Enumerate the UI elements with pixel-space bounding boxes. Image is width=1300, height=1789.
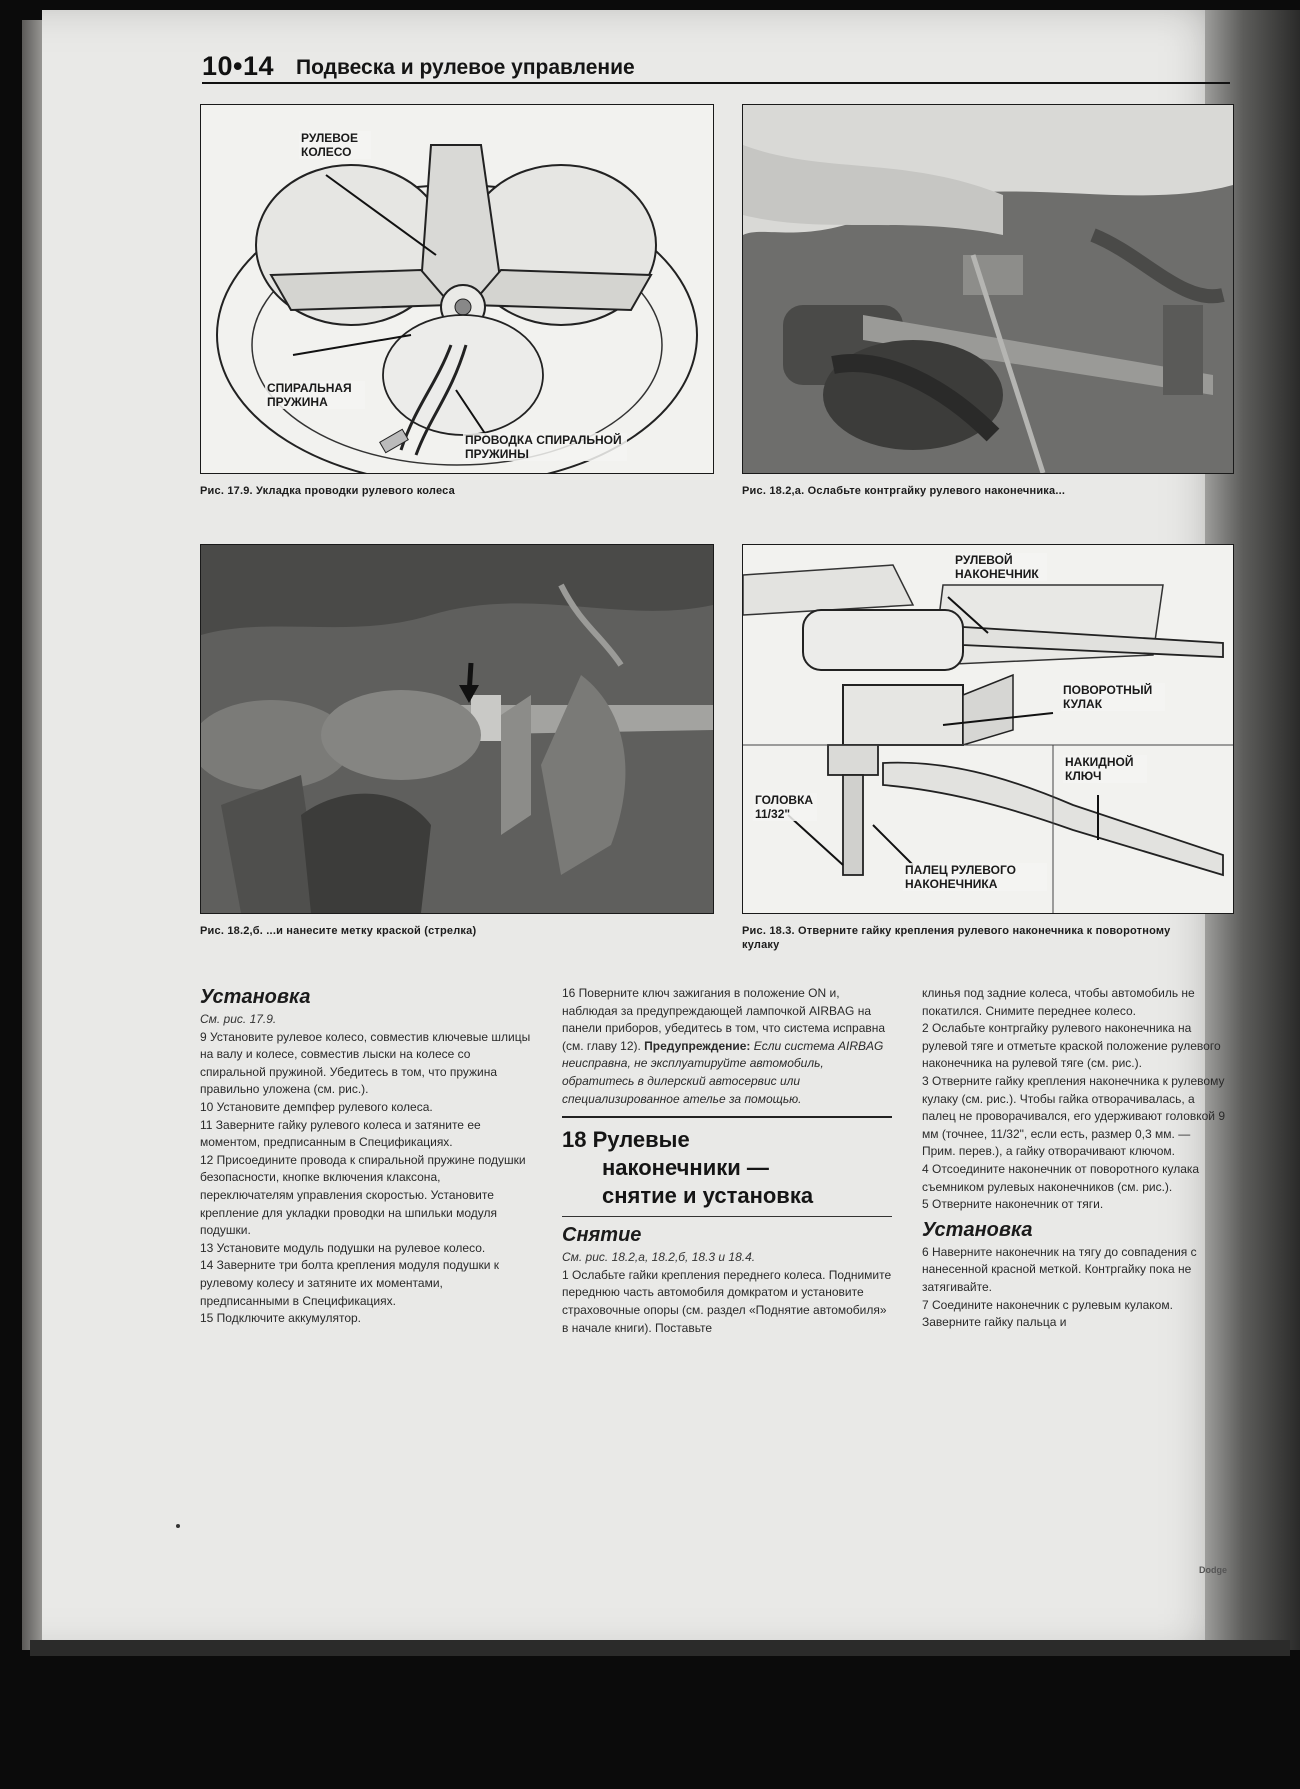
- caption-fig-18-3: Рис. 18.3. Отверните гайку крепления рулевого наконечника к поворотному кулаку: [742, 925, 1171, 951]
- step-15: 15 Подключите аккумулятор.: [200, 1311, 362, 1326]
- step-5: 5 Отверните наконечник от тяги.: [922, 1197, 1104, 1212]
- label-tie-rod-end: РУЛЕВОЙ НАКОНЕЧНИК: [953, 553, 1047, 581]
- warning-text: Если система AIRBAG неисправна, не эксплуатируйте автомобиль, обратитесь в дилерский автосервис или специализированное ателье за помощью.: [562, 1038, 884, 1106]
- label-socket: ГОЛОВКА 11/32": [753, 793, 817, 821]
- step-6: 6 Наверните наконечник на тягу до совпадения с нанесенной красной меткой. Контргайку пока не затягивайте.: [922, 1244, 1197, 1294]
- step-9: 9 Установите рулевое колесо, совместив ключевые шлицы на валу и колесе, совместив лыски на колесе со спиральной пружиной. Убедитесь в том, что пружина правильно уложена (см. рис.).: [200, 1029, 531, 1097]
- page-number: 10•14: [202, 51, 275, 81]
- label-steering-wheel: РУЛЕВОЕ КОЛЕСО: [299, 131, 371, 159]
- warning-label: Предупреждение:: [644, 1038, 751, 1053]
- section-title-line3: снятие и установка: [602, 1183, 814, 1209]
- caption-fig-18-2a: Рис. 18.2,а. Ослабьте контргайку рулевого наконечника...: [742, 485, 1066, 497]
- caption-fig-18-2b: Рис. 18.2,б. ...и нанесите метку краской (стрелка): [200, 925, 477, 937]
- step-11: 11 Заверните гайку рулевого колеса и затяните ее моментом, предписанным в Спецификациях.: [200, 1117, 481, 1150]
- step-1-continued: клинья под задние колеса, чтобы автомобиль не покатился. Снимите переднее колесо.: [922, 986, 1195, 1018]
- section-title-line1: Рулевые: [592, 1127, 690, 1153]
- section-18-title: [562, 1126, 892, 1210]
- step-3: 3 Отверните гайку крепления наконечника к рулевому кулаку (см. рис.). Чтобы гайка отворачивалась, а палец не проворачивался, его удерживают головкой 9 мм (точнее, 11/32", если есть, размер 0,3 мм. — Прим. перев.), а гайку отворачивают ключом.: [922, 1073, 1226, 1159]
- section-heading-removal: Снятие: [562, 1224, 642, 1247]
- label-stud: ПАЛЕЦ РУЛЕВОГО НАКОНЕЧНИКА: [903, 863, 1047, 891]
- section-heading-installation: Установка: [200, 986, 311, 1008]
- figure-18-3: [742, 544, 1234, 914]
- step-13: 13 Установите модуль подушки на рулевое колесо.: [200, 1240, 486, 1255]
- label-wrench: НАКИДНОЙ КЛЮЧ: [1063, 755, 1147, 783]
- step-14: 14 Заверните три болта крепления модуля подушки к рулевому колесу и затяните их моментами, предписанными в Спецификациях.: [200, 1258, 499, 1308]
- step-10: 10 Установите демпфер рулевого колеса.: [200, 1099, 433, 1114]
- removal-figure-reference: См. рис. 18.2,а, 18.2,б, 18.3 и 18.4.: [562, 1250, 756, 1265]
- step-4: 4 Отсоедините наконечник от поворотного кулака съемником рулевых наконечников (см. рис.).: [922, 1161, 1200, 1194]
- page-edge-left: [22, 20, 44, 1650]
- step-12: 12 Присоедините провода к спиральной пружине подушки безопасности, кнопке включения клаксона, переключателям управления скоростью. Установите крепление для укладки проводки на шпильки модуля подушки.: [200, 1152, 526, 1238]
- steering-wheel-drawing: [201, 105, 713, 473]
- caption-fig-17-9: Рис. 17.9. Укладка проводки рулевого колеса: [200, 485, 455, 497]
- page-header: [202, 44, 1230, 84]
- corner-brand-text: Dodge: [1199, 1565, 1227, 1575]
- text-column-3: [922, 985, 1227, 1332]
- section-number: 18: [562, 1127, 587, 1153]
- step-1: 1 Ослабьте гайки крепления переднего колеса. Поднимите переднюю часть автомобиля домкратом и установите страховочные опоры (см. раздел «Поднятие автомобиля» в начале книги). Поставьте: [562, 1267, 892, 1335]
- text-column-1: [200, 985, 532, 1328]
- figure-17-9: [200, 104, 714, 474]
- text-column-2: [562, 985, 892, 1337]
- label-clock-spring-wiring: ПРОВОДКА СПИРАЛЬНОЙ ПРУЖИНЫ: [463, 433, 627, 461]
- figure-reference: См. рис. 17.9.: [200, 1012, 277, 1026]
- photo-paint-mark: [201, 545, 713, 913]
- figure-18-2a: [742, 104, 1234, 474]
- section-divider: [562, 1116, 892, 1118]
- photo-tie-rod-locknut: [743, 105, 1233, 473]
- chapter-title: Подвеска и рулевое управление: [296, 56, 635, 79]
- tie-rod-drawing: [743, 545, 1233, 913]
- label-knuckle: ПОВОРОТНЫЙ КУЛАК: [1061, 683, 1165, 711]
- step-16: [562, 985, 892, 1108]
- section-18-line1: [562, 1126, 892, 1154]
- page-edge-bottom: [30, 1640, 1290, 1656]
- step-2: 2 Ослабьте контргайку рулевого наконечника на рулевой тяге и отметьте краской положение рулевого наконечника на рулевой тяге (см. рис.).: [922, 1021, 1221, 1071]
- step-7: 7 Соедините наконечник с рулевым кулаком. Заверните гайку пальца и: [922, 1297, 1173, 1330]
- subsection-divider: [562, 1216, 892, 1217]
- step-16-text: 16 Поверните ключ зажигания в положение ON и, наблюдая за предупреждающей лампочкой AIRBAG на панели приборов, убедитесь в том, что система исправна (см. главу 12).: [562, 986, 886, 1053]
- section-heading-installation-2: Установка: [922, 1218, 1033, 1241]
- section-title-line2: наконечники —: [602, 1155, 769, 1181]
- page-speck: [176, 1524, 180, 1528]
- label-clock-spring: СПИРАЛЬНАЯ ПРУЖИНА: [265, 381, 365, 409]
- figure-18-2b: [200, 544, 714, 914]
